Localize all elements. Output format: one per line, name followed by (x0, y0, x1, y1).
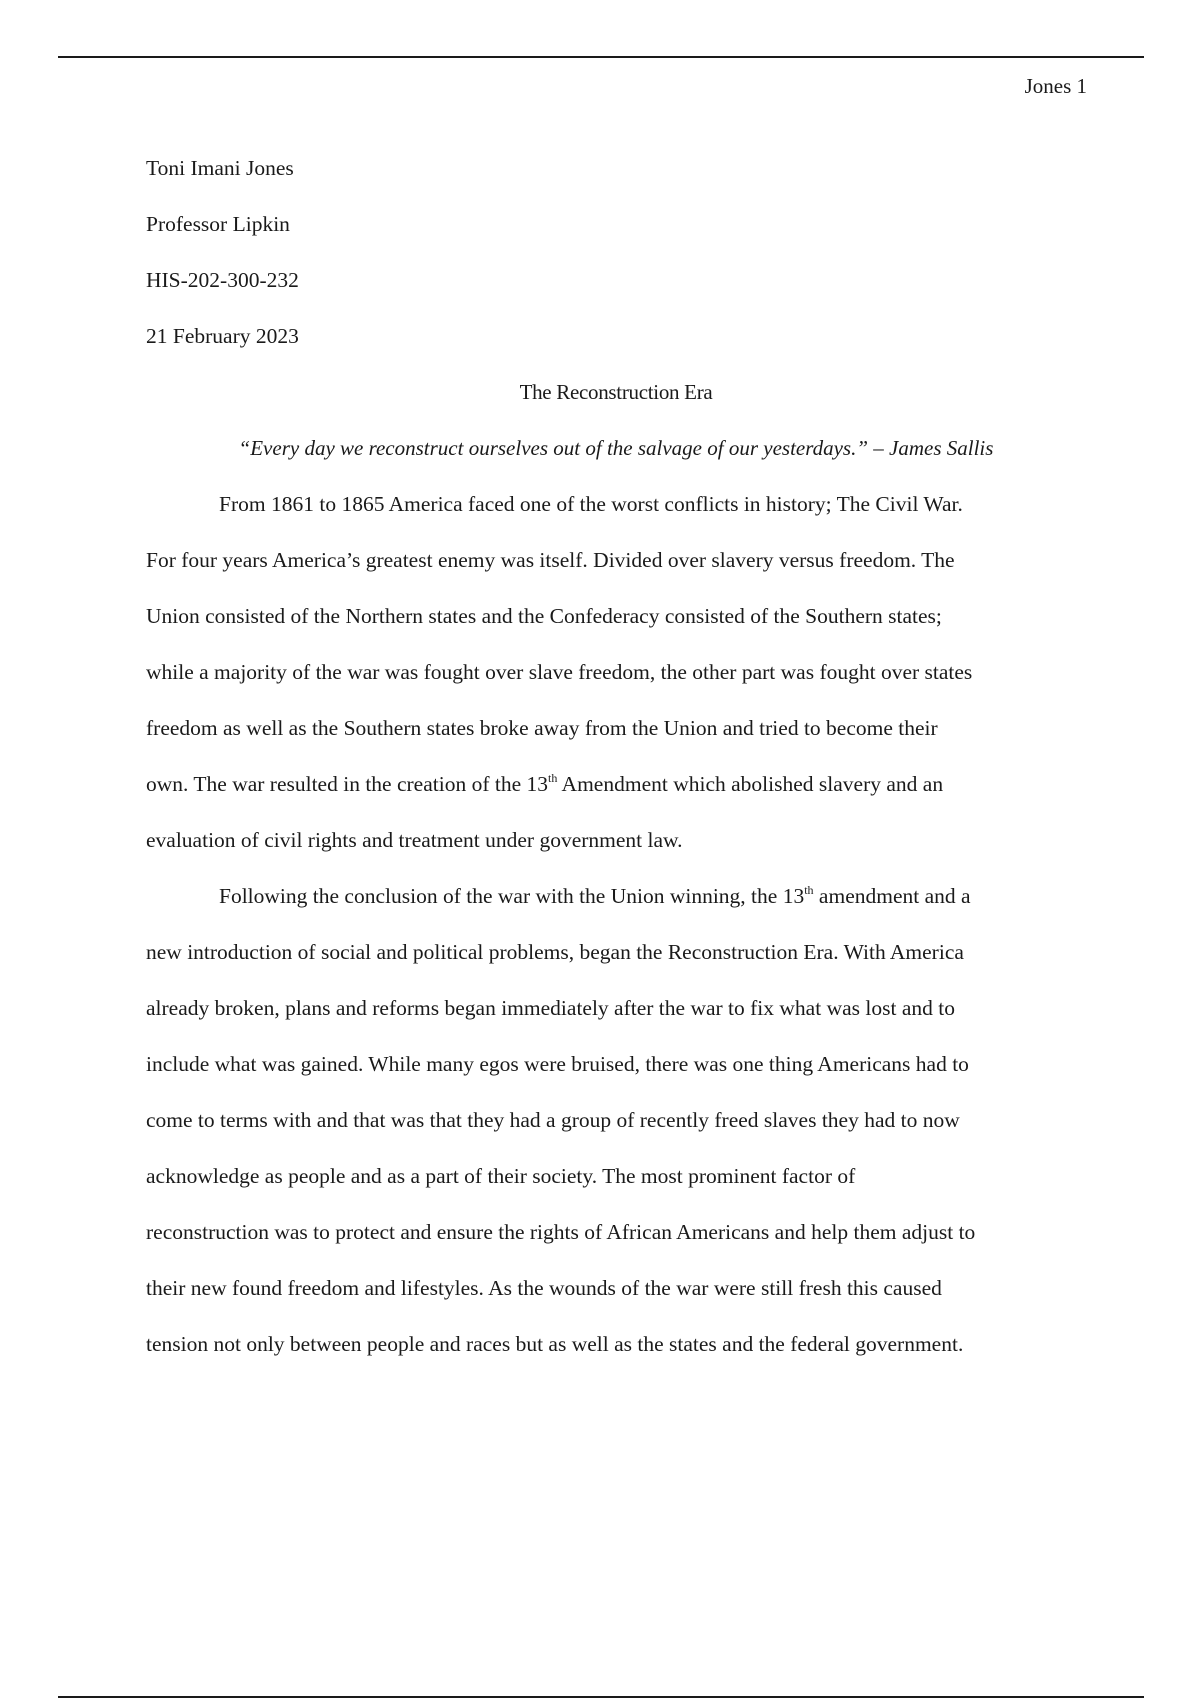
professor-name: Professor Lipkin (146, 212, 290, 236)
mla-heading (146, 140, 1086, 364)
date: 21 February 2023 (146, 324, 299, 348)
paragraph-line: include what was gained. While many egos were bruised, there was one thing Americans had to (146, 1052, 969, 1076)
paragraph-line: For four years America’s greatest enemy was itself. Divided over slavery versus freedom. The (146, 548, 955, 572)
paragraph-2 (146, 868, 1086, 1372)
document-body (146, 140, 1086, 1372)
top-rule (58, 56, 1144, 58)
paragraph-line: come to terms with and that was that they had a group of recently freed slaves they had to now (146, 1108, 960, 1132)
paragraph-1 (146, 476, 1086, 868)
paragraph-line: Union consisted of the Northern states and the Confederacy consisted of the Southern states; (146, 604, 942, 628)
paragraph-line: their new found freedom and lifestyles. As the wounds of the war were still fresh this caused (146, 1276, 942, 1300)
paragraph-line: acknowledge as people and as a part of their society. The most prominent factor of (146, 1164, 856, 1188)
paragraph-line: freedom as well as the Southern states broke away from the Union and tried to become their (146, 716, 938, 740)
epigraph-quote: “Every day we reconstruct ourselves out of the salvage of our yesterdays.” – James Sallis (238, 436, 994, 460)
paragraph-line: new introduction of social and political problems, began the Reconstruction Era. With America (146, 940, 964, 964)
line-text: own. The war resulted in the creation of the 13 (146, 772, 549, 796)
page-title: The Reconstruction Era (519, 380, 713, 404)
student-name: Toni Imani Jones (146, 156, 294, 180)
bottom-rule (58, 1696, 1144, 1698)
ordinal-suffix: th (548, 771, 558, 785)
paragraph-line: reconstruction was to protect and ensure the rights of African Americans and help them adjust to (146, 1220, 976, 1244)
paragraph-line: while a majority of the war was fought over slave freedom, the other part was fought over states (146, 660, 973, 684)
paragraph-line (146, 868, 1086, 924)
line-text: amendment and a (813, 884, 971, 908)
paragraph-line: evaluation of civil rights and treatment under government law. (146, 828, 683, 852)
paragraph-line: already broken, plans and reforms began immediately after the war to fix what was lost and to (146, 996, 955, 1020)
paragraph-line: From 1861 to 1865 America faced one of the worst conflicts in history; The Civil War. (219, 492, 963, 516)
line-text: Amendment which abolished slavery and an (557, 772, 944, 796)
course-code: HIS-202-300-232 (146, 268, 299, 292)
paragraph-line: tension not only between people and races but as well as the states and the federal government. (146, 1332, 964, 1356)
running-head: Jones 1 (1024, 74, 1087, 98)
paragraph-line (146, 756, 1086, 812)
ordinal-suffix: th (804, 883, 814, 897)
line-text: Following the conclusion of the war with the Union winning, the 13 (219, 884, 805, 908)
